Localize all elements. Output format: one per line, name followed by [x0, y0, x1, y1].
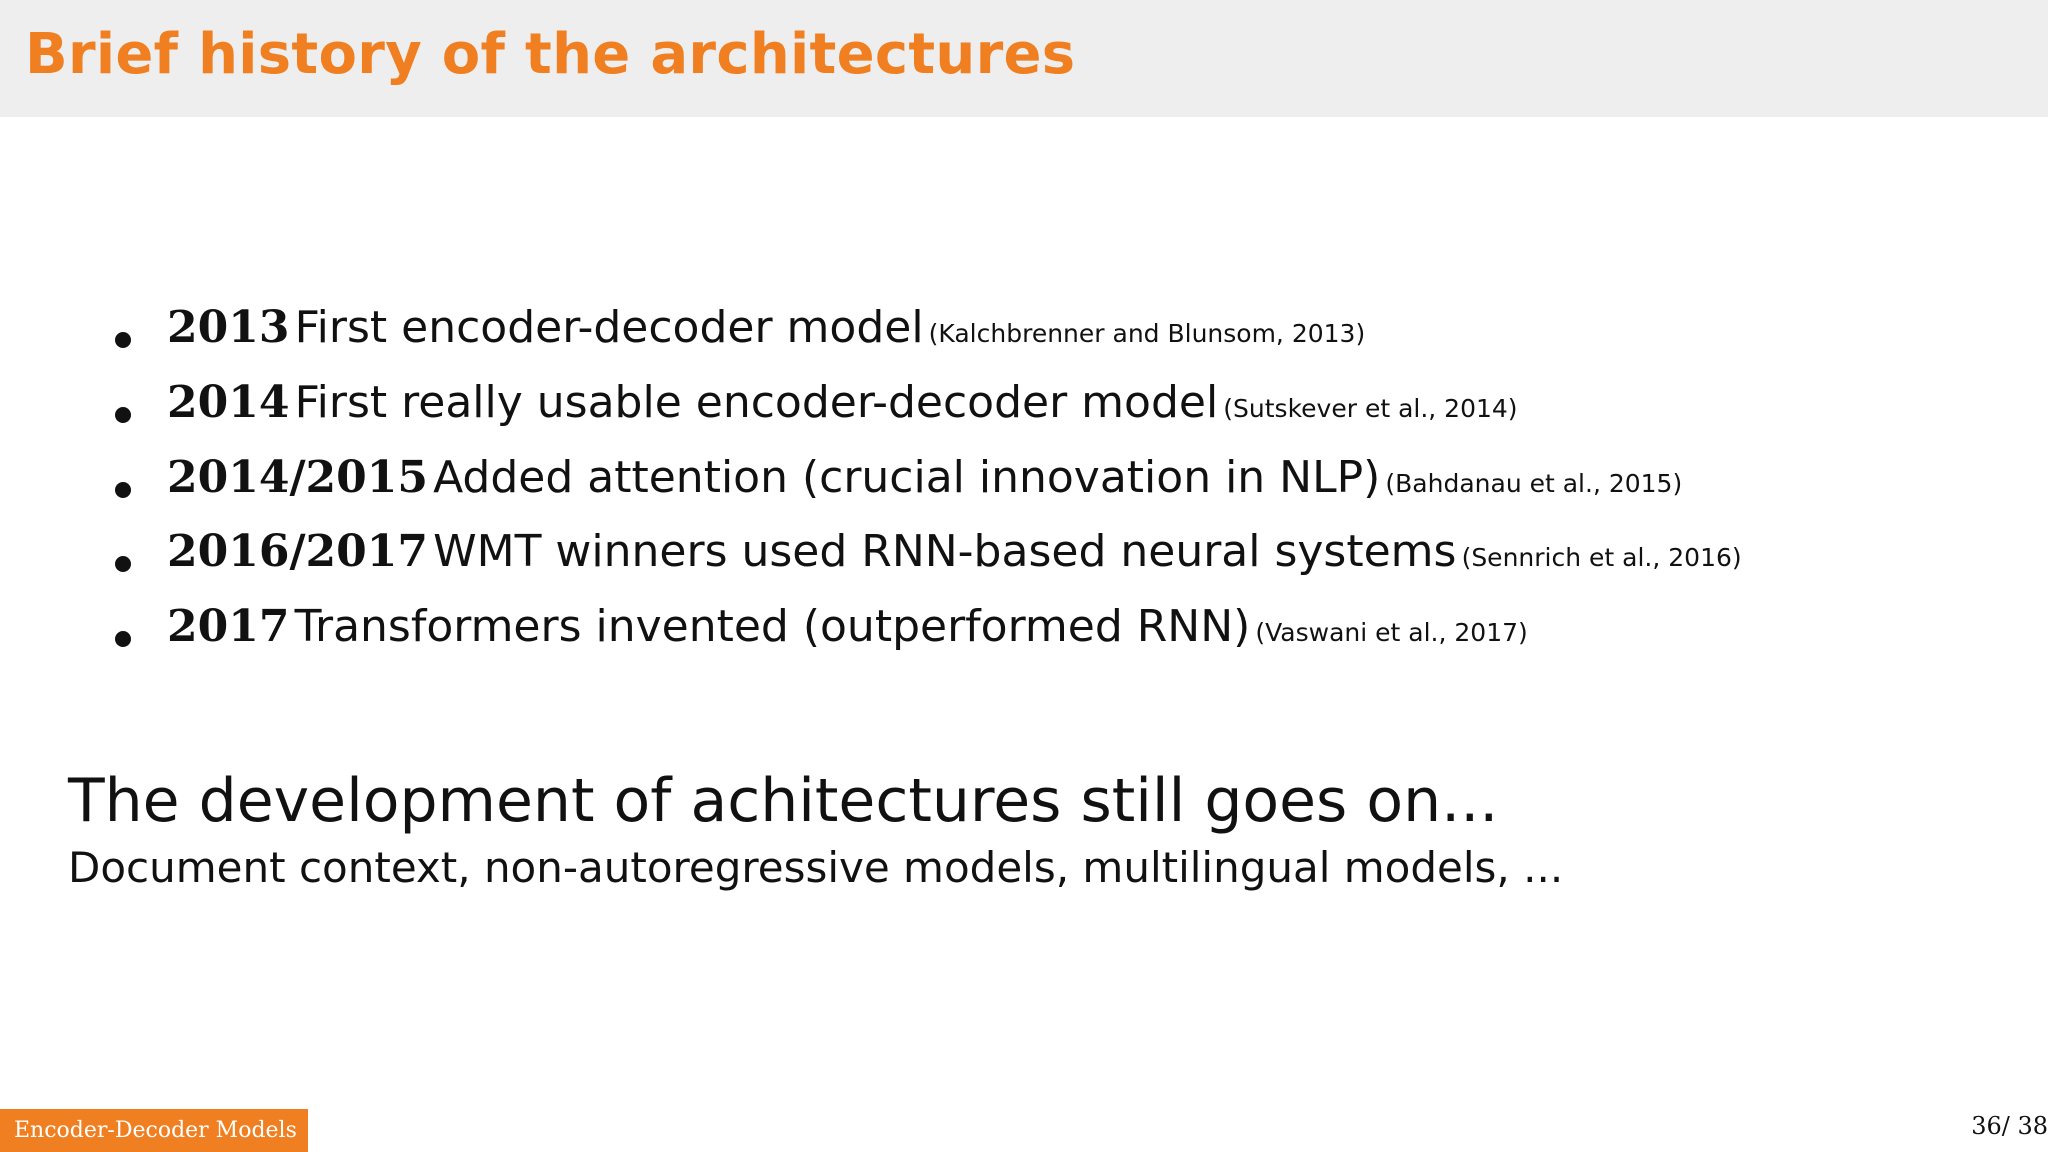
bullet-content [167, 601, 1528, 652]
page-number: 36/ 38 [1971, 1112, 2048, 1140]
bullet-dot-icon [115, 556, 131, 572]
bullet-text: First really usable encoder-decoder model [294, 377, 1219, 428]
slide-title: Brief history of the architectures [25, 22, 1076, 87]
bullet-dot-icon [115, 482, 131, 498]
bullet-citation: (Sennrich et al., 2016) [1461, 543, 1742, 572]
bullet-dot-icon [115, 631, 131, 647]
bullet-dot-icon [115, 332, 131, 348]
bullet-content [167, 377, 1518, 428]
closing-title: The development of achitectures still goes on... [68, 766, 1499, 836]
bullet-content [167, 452, 1682, 503]
bullet-text: Transformers invented (outperformed RNN) [294, 601, 1251, 652]
bullet-citation: (Bahdanau et al., 2015) [1385, 469, 1683, 498]
bullet-year: 2017 [167, 601, 290, 652]
footer-section-label: Encoder-Decoder Models [0, 1109, 308, 1152]
bullet-year: 2014/2015 [167, 452, 428, 503]
bullet-content [167, 302, 1365, 353]
bullet-citation: (Sutskever et al., 2014) [1223, 394, 1518, 423]
bullet-citation: (Vaswani et al., 2017) [1255, 618, 1528, 647]
bullet-year: 2016/2017 [167, 526, 428, 577]
bullet-text: WMT winners used RNN-based neural systems [433, 526, 1457, 577]
title-bar [0, 0, 2048, 117]
bullet-year: 2013 [167, 302, 290, 353]
closing-subtitle: Document context, non-autoregressive models, multilingual models, ... [68, 843, 1564, 892]
bullet-text: First encoder-decoder model [294, 302, 924, 353]
bullet-content [167, 526, 1742, 577]
bullet-text: Added attention (crucial innovation in NLP) [433, 452, 1381, 503]
bullet-dot-icon [115, 407, 131, 423]
bullet-year: 2014 [167, 377, 290, 428]
bullet-citation: (Kalchbrenner and Blunsom, 2013) [928, 319, 1366, 348]
